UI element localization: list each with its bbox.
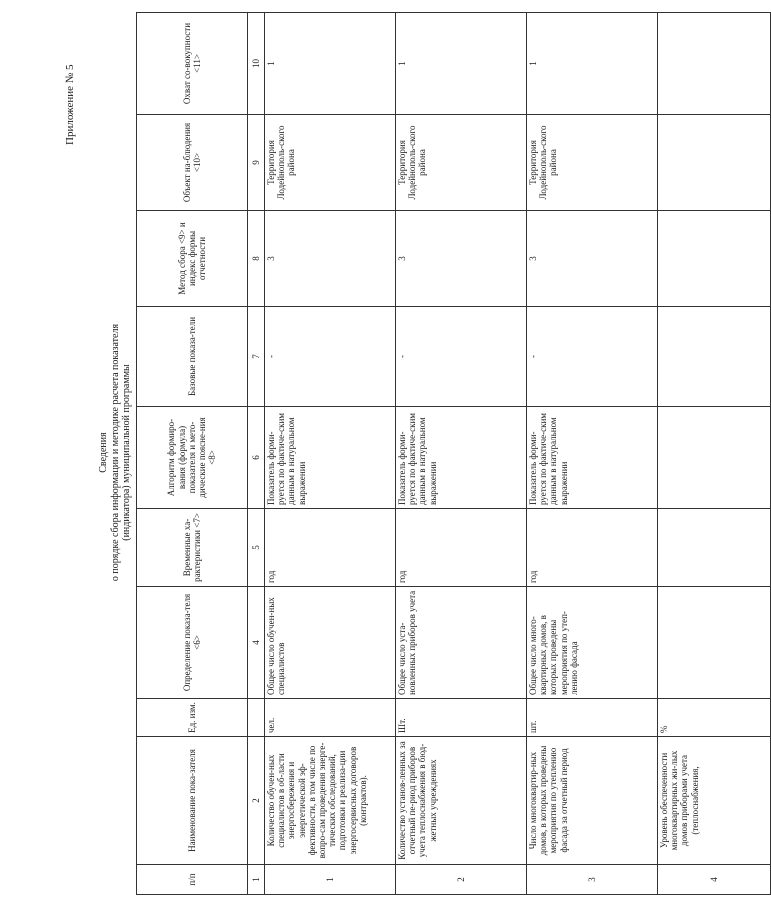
base-indicators: [658, 307, 771, 407]
base-indicators: -: [396, 307, 527, 407]
calculation-algorithm: Показатель форми-руется по фактиче-ским данным в натуральном выражении: [396, 407, 527, 509]
time-characteristic: год: [527, 509, 658, 587]
column-number: 6: [248, 407, 265, 509]
coverage: 1: [265, 13, 396, 115]
column-header: Объект на-блюдения <10>: [137, 115, 248, 211]
indicator-definition: Общее число уста-новленных приборов учета: [396, 587, 527, 699]
column-header: Временные ха-рактеристики <7>: [137, 509, 248, 587]
indicator-definition: Общее число обучен-ных специалистов: [265, 587, 396, 699]
indicator-name: Количество установ-ленных за отчетный пе-риод приборов учета теплоснабжения в бюд-жетных учреждениях: [396, 737, 527, 865]
unit: %: [658, 699, 771, 737]
heading-line-3: (индикатора) муниципальной программы: [121, 364, 132, 541]
indicator-name: Уровень обеспеченности многоквартирных жи-лых домов приборами учета (теплоснабжения,: [658, 737, 771, 865]
row-number: 2: [396, 865, 527, 895]
coverage: [658, 13, 771, 115]
collection-method: [658, 211, 771, 307]
calculation-algorithm: [658, 407, 771, 509]
table-row: [527, 13, 658, 895]
column-header: Определение показа-теля <6>: [137, 587, 248, 699]
heading-line-1: Сведения: [98, 432, 109, 473]
observation-object: [658, 115, 771, 211]
column-number: 5: [248, 509, 265, 587]
column-number: 2: [248, 737, 265, 865]
collection-method: 3: [265, 211, 396, 307]
collection-method: 3: [396, 211, 527, 307]
indicator-table: [136, 12, 771, 895]
row-number: 4: [658, 865, 771, 895]
calculation-algorithm: Показатель форми-руется по фактиче-ским данным в натуральном выражении: [265, 407, 396, 509]
column-header: Ед. изм.: [137, 699, 248, 737]
time-characteristic: год: [396, 509, 527, 587]
indicator-name: Количество обучен-ных специалистов в об-ласти энергосбережения и энергетической эф-фективности, в том числе по вопро-сам проведения энерге-тических обследований, подготовки и реализа-ции энергосервисных договоров (контрактов).: [265, 737, 396, 865]
heading-line-2: о порядке сбора информации и методике расчета показателя: [109, 323, 121, 582]
column-header: п/п: [137, 865, 248, 895]
observation-object: Территория Лодейнополь-ского района: [527, 115, 658, 211]
collection-method: 3: [527, 211, 658, 307]
unit: Шт.: [396, 699, 527, 737]
table-row: [658, 13, 771, 895]
column-header: Метод сбора <9> и индекс формы отчетности: [137, 211, 248, 307]
column-header: Охват со-вокупности <11>: [137, 13, 248, 115]
time-characteristic: год: [265, 509, 396, 587]
column-header: Алгоритм формиро-вания (формула) показателя и мето-дические поясне-ния <8>: [137, 407, 248, 509]
column-number-row: [248, 13, 265, 895]
column-header: Наименование пока-зателя: [137, 737, 248, 865]
column-number: 8: [248, 211, 265, 307]
coverage: 1: [527, 13, 658, 115]
unit: чел.: [265, 699, 396, 737]
observation-object: Территория Лодейнополь-ского района: [265, 115, 396, 211]
table-row: [396, 13, 527, 895]
base-indicators: -: [265, 307, 396, 407]
column-number: 1: [248, 865, 265, 895]
column-number: 4: [248, 587, 265, 699]
indicator-definition: [658, 587, 771, 699]
indicator-name: Число многоквартир-ных домов, в которых проведены мероприятия по утеплению фасада за отчетный период: [527, 737, 658, 865]
time-characteristic: [658, 509, 771, 587]
column-header: Базовые показа-тели: [137, 307, 248, 407]
column-number: 9: [248, 115, 265, 211]
column-number: 10: [248, 13, 265, 115]
table-row: [265, 13, 396, 895]
calculation-algorithm: Показатель форми-руется по фактиче-ским данным в натуральном выражении: [527, 407, 658, 509]
row-number: 3: [527, 865, 658, 895]
table-header-row: [137, 13, 248, 895]
column-number: 7: [248, 307, 265, 407]
coverage: 1: [396, 13, 527, 115]
column-number: [248, 699, 265, 737]
base-indicators: -: [527, 307, 658, 407]
unit: шт.: [527, 699, 658, 737]
appendix-label: Приложение № 5: [64, 64, 76, 145]
observation-object: Территория Лодейнополь-ского района: [396, 115, 527, 211]
indicator-definition: Общее число много-квартирных домов, в которых проведены мероприятия по утеп-лению фасада: [527, 587, 658, 699]
row-number: 1: [265, 865, 396, 895]
document-heading: [98, 0, 133, 905]
